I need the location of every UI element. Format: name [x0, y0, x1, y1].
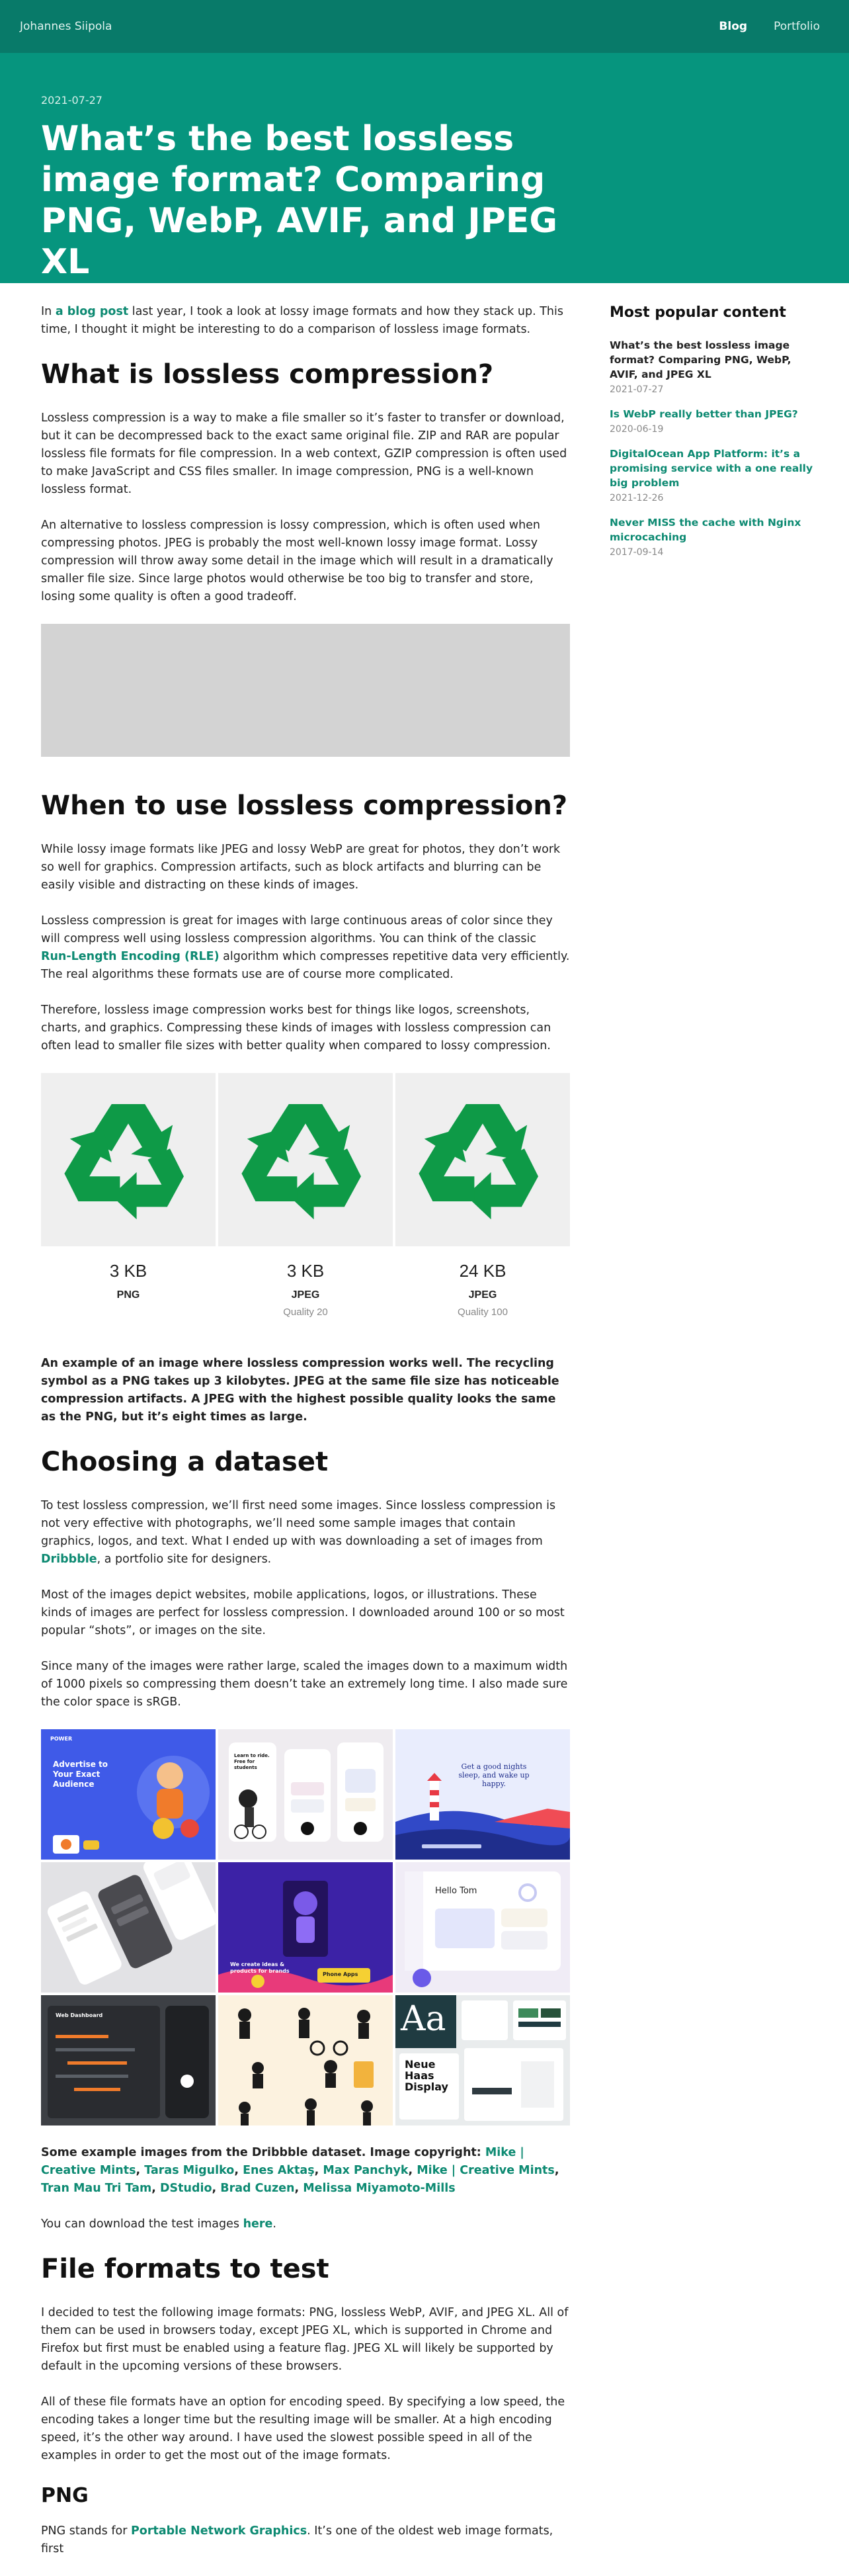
comparison-jpeg-q100 — [395, 1073, 570, 1318]
paragraph: Therefore, lossless image compression works best for things like logos, screenshots, charts, and graphics. Compressing these kinds of images with lossless compression can often lead to smaller file sizes with better quality when compared to lossy compression. — [41, 1004, 551, 1052]
paragraph: All of these file formats have an option for encoding speed. By specifying a low speed, the encoding takes a longer time but the resulting image will be smaller. At a high encoding speed, it’s the other way around. I have used the slowest possible speed in all of the examples in order to get the most out of the image formats. — [41, 2395, 565, 2462]
dataset-image — [218, 1729, 393, 1860]
file-size: 3 KB — [286, 1261, 325, 1281]
credit-link[interactable]: Max Panchyk — [323, 2164, 409, 2177]
paragraph: An alternative to lossless compression is lossy compression, which is often used when compressing photos. JPEG is probably the most well-known lossy image format. Lossy compression will throw away some detail in the image which will result in a dramatically smaller file size. Since large photos would otherwise be too big to transfer and store, losing some quality is often a good tradeoff. — [41, 519, 553, 603]
popular-link[interactable]: Never MISS the cache with Nginx microcaching — [610, 517, 801, 543]
credit-link[interactable]: Mike | Creative Mints — [417, 2164, 555, 2177]
recycle-image — [395, 1073, 570, 1246]
popular-item — [610, 407, 815, 435]
dataset-image — [395, 1729, 570, 1860]
dataset-image — [41, 1729, 216, 1860]
paragraph: I decided to test the following image formats: PNG, lossless WebP, AVIF, and JPEG XL. All of them can be used in browsers today, except JPEG XL, which is supported in Chrome and Firefox but first must be enabled using a feature flag. JPEG XL will likely be supported by default in the upcoming versions of these browsers. — [41, 2306, 569, 2373]
tile-title: Advertise to Your Exact Audience — [53, 1760, 108, 1789]
credit-link[interactable]: Tran Mau Tri Tam — [41, 2182, 152, 2195]
credit-link[interactable]: DStudio — [160, 2182, 212, 2195]
paragraph: To test lossless compression, we’ll first need some images. Since lossless compression is not very effective with photographs, we’ll need some sample images that contain graphics, logos, and text. What I ended up with was downloading a set of images from Dribbble, a portfolio site for designers. — [41, 1499, 556, 1566]
tile-brand: POWER — [50, 1736, 73, 1742]
dataset-image — [218, 1862, 393, 1993]
rle-link[interactable]: Run-Length Encoding (RLE) — [41, 950, 220, 963]
recycle-image — [41, 1073, 216, 1246]
article-body — [41, 303, 570, 2576]
blog-post-link[interactable]: a blog post — [55, 305, 129, 318]
heading-choosing-dataset: Choosing a dataset — [41, 1447, 329, 1477]
compression-comparison — [41, 1073, 570, 1318]
file-size: 3 KB — [109, 1261, 147, 1281]
download-paragraph: You can download the test images here. — [41, 2217, 276, 2231]
popular-link[interactable]: Is WebP really better than JPEG? — [610, 408, 798, 420]
image-placeholder — [41, 624, 570, 757]
dataset-image — [41, 1862, 216, 1993]
file-format: JPEG — [291, 1289, 320, 1301]
tile-title: Neue Haas Display — [405, 2058, 448, 2093]
tile-title: Get a good nights sleep, and wake up happy. — [458, 1762, 530, 1788]
popular-item — [610, 515, 815, 558]
nav-link-portfolio[interactable]: Portfolio — [774, 20, 820, 33]
recycle-icon — [59, 1090, 198, 1229]
figure-caption: An example of an image where lossless compression works well. The recycling symbol as a PNG takes up 3 kilobytes. JPEG at the same file size has noticeable compression artifacts. A JPEG with the highest possible quality looks the same as the PNG, but it’s eight times as large. — [41, 1357, 559, 1424]
heading-file-formats: File formats to test — [41, 2254, 329, 2284]
tile-title: Web Dashboard — [56, 2012, 103, 2018]
paragraph: Most of the images depict websites, mobile applications, logos, or illustrations. These kinds of images are perfect for lossless compression. I downloaded around 100 or so most popular “shots”, or images on the site. — [41, 1588, 565, 1637]
heading-png: PNG — [41, 2484, 89, 2507]
heading-what-is-lossless: What is lossless compression? — [41, 359, 494, 390]
credit-link[interactable]: Taras Migulko — [144, 2164, 235, 2177]
file-size: 24 KB — [459, 1261, 506, 1281]
paragraph: PNG stands for Portable Network Graphics. It’s one of the oldest web image formats, first — [41, 2524, 553, 2555]
recycle-icon — [413, 1090, 552, 1229]
file-format: JPEG — [468, 1289, 497, 1301]
tile-badge: Phone Apps — [323, 1971, 358, 1977]
tile-title: Aa — [401, 1999, 446, 2039]
quality-label: Quality 100 — [458, 1307, 508, 1318]
nav-link-blog[interactable]: Blog — [719, 20, 748, 33]
dataset-image — [41, 1995, 216, 2125]
dataset-image — [395, 1862, 570, 1993]
credit-link[interactable]: Mike | Creative Mints — [41, 2146, 524, 2177]
file-format: PNG — [116, 1289, 140, 1301]
nav-links — [719, 20, 820, 33]
sidebar-title: Most popular content — [610, 304, 786, 321]
credit-link[interactable]: Enes Aktaş — [243, 2164, 315, 2177]
paragraph: Lossless compression is great for images with large continuous areas of color since they will compress well using lossless compression algorithms. You can think of the classic Run-Length Encoding (RLE) algorithm which compresses repetitive data very efficiently. The real algorithms these formats use are of course more complicated. — [41, 914, 570, 981]
tile-title: Hello Tom — [435, 1886, 477, 1896]
comparison-png — [41, 1073, 216, 1318]
post-header — [0, 53, 849, 283]
recycle-icon — [236, 1090, 375, 1229]
recycle-image — [218, 1073, 393, 1246]
post-date: 2021-07-27 — [41, 94, 102, 107]
paragraph: While lossy image formats like JPEG and lossy WebP are great for photos, they don’t work so well for graphics. Compression artifacts, such as block artifacts and blurring can be easily visible and distracting on these kinds of images. — [41, 843, 561, 892]
dataset-caption: Some example images from the Dribbble dataset. Image copyright: Mike | Creative Mints, Taras Migulko, Enes Aktaş, Max Panchyk, Mike | Creative Mints, Tran Mau Tri Tam, DStudio, Brad Cuzen, Melissa Miyamoto-Mills — [41, 2146, 559, 2195]
quality-label: Quality 20 — [283, 1307, 328, 1318]
credit-link[interactable]: Brad Cuzen — [220, 2182, 295, 2195]
tile-title: We create ideas & products for brands — [230, 1961, 290, 1974]
dataset-image — [218, 1995, 393, 2125]
dataset-image-grid — [41, 1729, 570, 2125]
heading-when-to-use: When to use lossless compression? — [41, 791, 568, 821]
popular-link[interactable]: What’s the best lossless image format? Comparing PNG, WebP, AVIF, and JPEG XL — [610, 339, 791, 380]
credit-link[interactable]: Melissa Miyamoto-Mills — [303, 2182, 456, 2195]
site-name-link[interactable]: Johannes Siipola — [20, 20, 112, 33]
popular-link[interactable]: DigitalOcean App Platform: it’s a promising service with a one really big problem — [610, 448, 813, 489]
dribbble-link[interactable]: Dribbble — [41, 1553, 97, 1566]
popular-date: 2021-12-26 — [610, 493, 664, 503]
popular-date: 2017-09-14 — [610, 547, 664, 558]
popular-date: 2021-07-27 — [610, 384, 664, 395]
popular-item — [610, 338, 815, 395]
page-title: What’s the best lossless image format? Comparing PNG, WebP, AVIF, and JPEG XL — [41, 119, 558, 282]
popular-item — [610, 447, 815, 503]
sidebar — [610, 304, 815, 570]
comparison-jpeg-q20 — [218, 1073, 393, 1318]
download-link[interactable]: here — [243, 2217, 273, 2231]
dataset-image — [395, 1995, 570, 2125]
png-link[interactable]: Portable Network Graphics — [130, 2524, 307, 2538]
navbar — [0, 0, 849, 53]
intro-paragraph: In a blog post last year, I took a look at lossy image formats and how they stack up. This time, I thought it might be interesting to do a comparison of lossless image formats. — [41, 305, 563, 336]
paragraph: Since many of the images were rather large, scaled the images down to a maximum width of 1000 pixels so compressing them doesn’t take an extremely long time. I also made sure the color space is sRGB. — [41, 1660, 568, 1709]
tile-title: Learn to ride. Free for students — [234, 1753, 270, 1770]
paragraph: Lossless compression is a way to make a file smaller so it’s faster to transfer or download, but it can be decompressed back to the exact same original file. ZIP and RAR are popular lossless file formats for file compression. In a web context, GZIP compression is often used to make JavaScript and CSS files smaller. In image compression, PNG is a well-known lossless format. — [41, 411, 567, 496]
popular-date: 2020-06-19 — [610, 424, 664, 435]
